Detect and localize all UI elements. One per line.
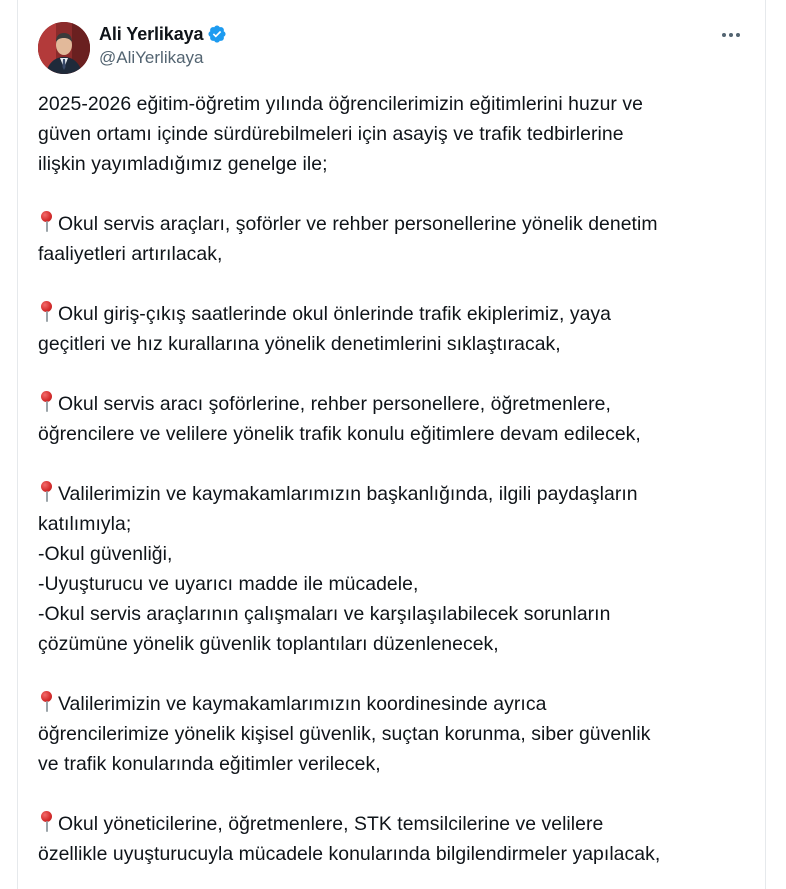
post-card bbox=[17, 0, 766, 889]
item-line: Valilerimizin ve kaymakamlarımızın başkanlığında, ilgili paydaşların bbox=[58, 483, 638, 505]
list-item bbox=[38, 689, 754, 779]
list-item bbox=[38, 809, 754, 869]
item-line: Okul servis araçları, şoförler ve rehber personellerine yönelik denetim bbox=[58, 213, 658, 235]
pushpin-icon bbox=[38, 301, 54, 323]
intro-line: ilişkin yayımladığımız genelge ile; bbox=[38, 153, 328, 175]
pushpin-icon bbox=[38, 481, 54, 503]
verified-badge-icon[interactable] bbox=[207, 24, 227, 44]
item-line: öğrencilere ve velilere yönelik trafik konulu eğitimlere devam edilecek, bbox=[38, 423, 641, 445]
pushpin-icon bbox=[38, 691, 54, 713]
item-line: özellikle uyuşturucuyla mücadele konularında bilgilendirmeler yapılacak, bbox=[38, 843, 661, 865]
item-line: çözümüne yönelik güvenlik toplantıları düzenlenecek, bbox=[38, 633, 499, 655]
pushpin-icon bbox=[38, 211, 54, 233]
item-line: -Okul servis araçlarının çalışmaları ve karşılaşılabilecek sorunların bbox=[38, 603, 611, 625]
item-line: -Okul güvenliği, bbox=[38, 543, 173, 565]
name-row bbox=[99, 22, 227, 46]
pushpin-icon bbox=[38, 811, 54, 833]
post-text bbox=[38, 89, 754, 869]
list-item bbox=[38, 479, 754, 659]
item-line: Okul servis aracı şoförlerine, rehber personellere, öğretmenlere, bbox=[58, 393, 611, 415]
item-line: katılımıyla; bbox=[38, 513, 132, 535]
list-item bbox=[38, 209, 754, 269]
item-line: -Uyuşturucu ve uyarıcı madde ile mücadele, bbox=[38, 573, 419, 595]
item-line: Okul yöneticilerine, öğretmenlere, STK temsilcilerine ve velilere bbox=[58, 813, 604, 835]
avatar-image bbox=[38, 22, 90, 74]
item-line: geçitleri ve hız kurallarına yönelik denetimlerini sıklaştıracak, bbox=[38, 333, 561, 355]
list-item bbox=[38, 389, 754, 449]
item-line: ve trafik konularında eğitimler verilecek, bbox=[38, 753, 381, 775]
intro-line: 2025-2026 eğitim-öğretim yılında öğrencilerimizin eğitimlerini huzur ve bbox=[38, 93, 643, 115]
list-item bbox=[38, 299, 754, 359]
intro-line: güven ortamı içinde sürdürebilmeleri için asayiş ve trafik tedbirlerine bbox=[38, 123, 624, 145]
item-line: öğrencilerimize yönelik kişisel güvenlik, suçtan korunma, siber güvenlik bbox=[38, 723, 651, 745]
avatar[interactable] bbox=[38, 22, 90, 74]
intro-paragraph bbox=[38, 89, 754, 179]
post-header bbox=[38, 20, 745, 76]
more-options-icon[interactable] bbox=[717, 24, 745, 46]
item-line: Valilerimizin ve kaymakamlarımızın koordinesinde ayrıca bbox=[58, 693, 547, 715]
item-line: faaliyetleri artırılacak, bbox=[38, 243, 223, 265]
author-name[interactable]: Ali Yerlikaya bbox=[99, 23, 204, 44]
pushpin-icon bbox=[38, 391, 54, 413]
author-info bbox=[99, 22, 227, 70]
author-handle[interactable]: @AliYerlikaya bbox=[99, 48, 204, 67]
item-line: Okul giriş-çıkış saatlerinde okul önlerinde trafik ekiplerimiz, yaya bbox=[58, 303, 612, 325]
